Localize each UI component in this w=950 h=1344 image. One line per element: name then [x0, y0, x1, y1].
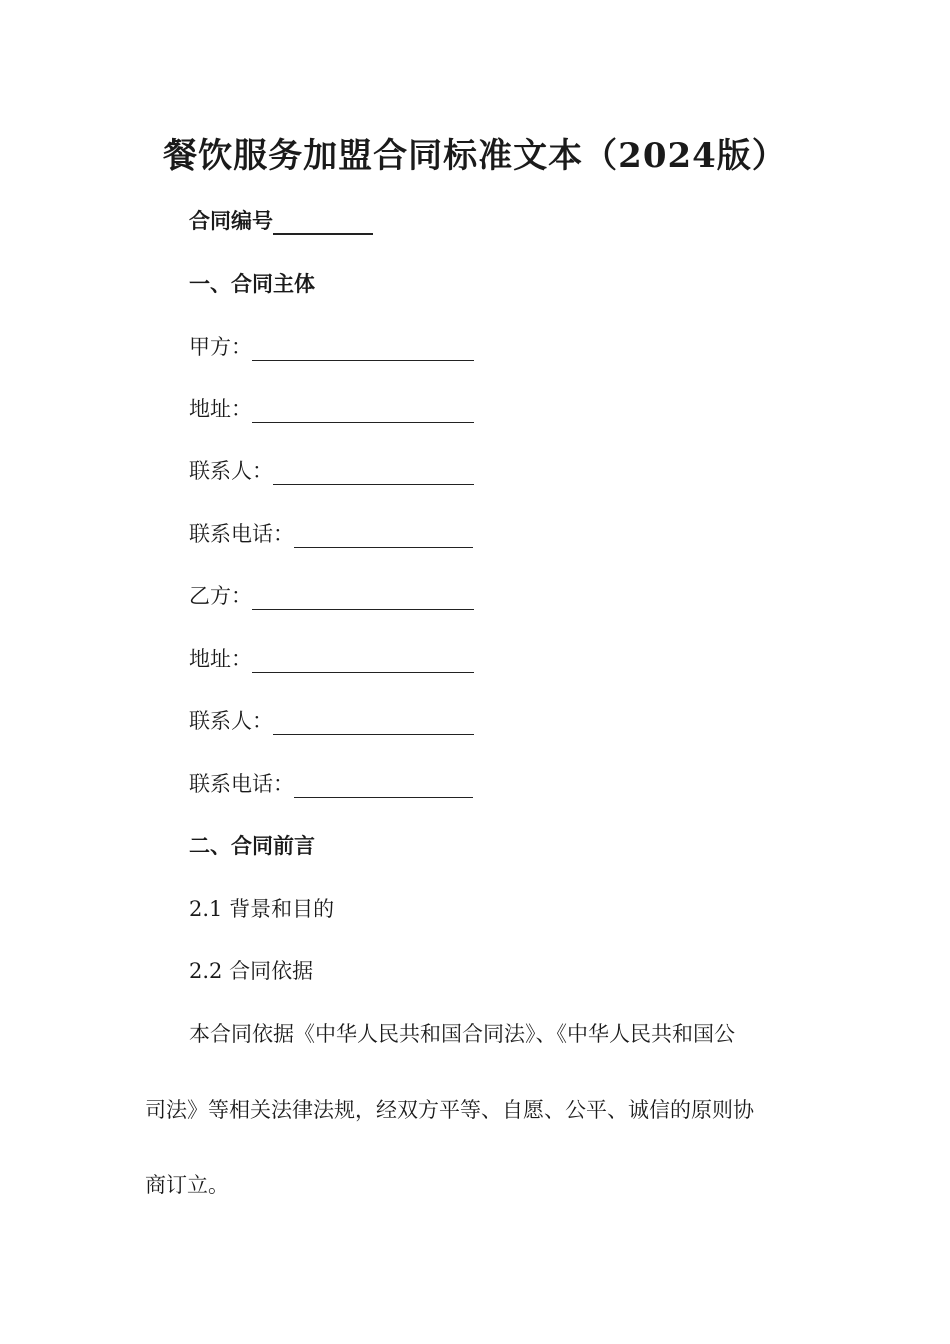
party-a-contact-label: 联系人： — [189, 459, 273, 483]
party-b-phone-label: 联系电话： — [189, 772, 294, 796]
party-a-phone-label: 联系电话： — [189, 522, 294, 546]
section-2-item-2: 2.2 合同依据 — [189, 959, 314, 983]
party-a-phone-line — [189, 520, 473, 548]
party-b-line — [189, 582, 474, 610]
party-b-address-blank[interactable] — [252, 650, 474, 673]
party-a-phone-blank[interactable] — [294, 525, 473, 548]
party-a-address-line — [189, 395, 474, 423]
party-b-contact-blank[interactable] — [273, 712, 474, 735]
contract-number-blank[interactable] — [273, 211, 373, 235]
party-b-blank[interactable] — [252, 587, 474, 610]
paragraph-line-1: 本合同依据《中华人民共和国合同法》、《中华人民共和国公 — [189, 1022, 735, 1046]
party-b-label: 乙方： — [189, 584, 252, 608]
party-a-address-label: 地址： — [189, 397, 252, 421]
section-1-heading: 一、合同主体 — [189, 271, 315, 296]
party-b-address-label: 地址： — [189, 647, 252, 671]
party-a-contact-blank[interactable] — [273, 462, 474, 485]
document-title: 餐饮服务加盟合同标准文本（2024版） — [163, 136, 787, 176]
party-a-label: 甲方： — [189, 335, 252, 359]
paragraph-line-2: 司法》等相关法律法规，经双方平等、自愿、公平、诚信的原则协 — [145, 1098, 754, 1122]
party-b-phone-line — [189, 770, 473, 798]
party-a-contact-line — [189, 457, 474, 485]
party-b-phone-blank[interactable] — [294, 775, 473, 798]
paragraph-line-3: 商订立。 — [145, 1173, 229, 1197]
contract-number-line — [189, 207, 373, 235]
party-a-blank[interactable] — [252, 338, 474, 361]
party-b-contact-line — [189, 707, 474, 735]
party-a-address-blank[interactable] — [252, 400, 474, 423]
section-2-item-1: 2.1 背景和目的 — [189, 897, 335, 921]
party-b-address-line — [189, 645, 474, 673]
party-a-line — [189, 333, 474, 361]
section-2-heading: 二、合同前言 — [189, 833, 315, 858]
contract-number-label: 合同编号 — [189, 208, 273, 233]
party-b-contact-label: 联系人： — [189, 709, 273, 733]
